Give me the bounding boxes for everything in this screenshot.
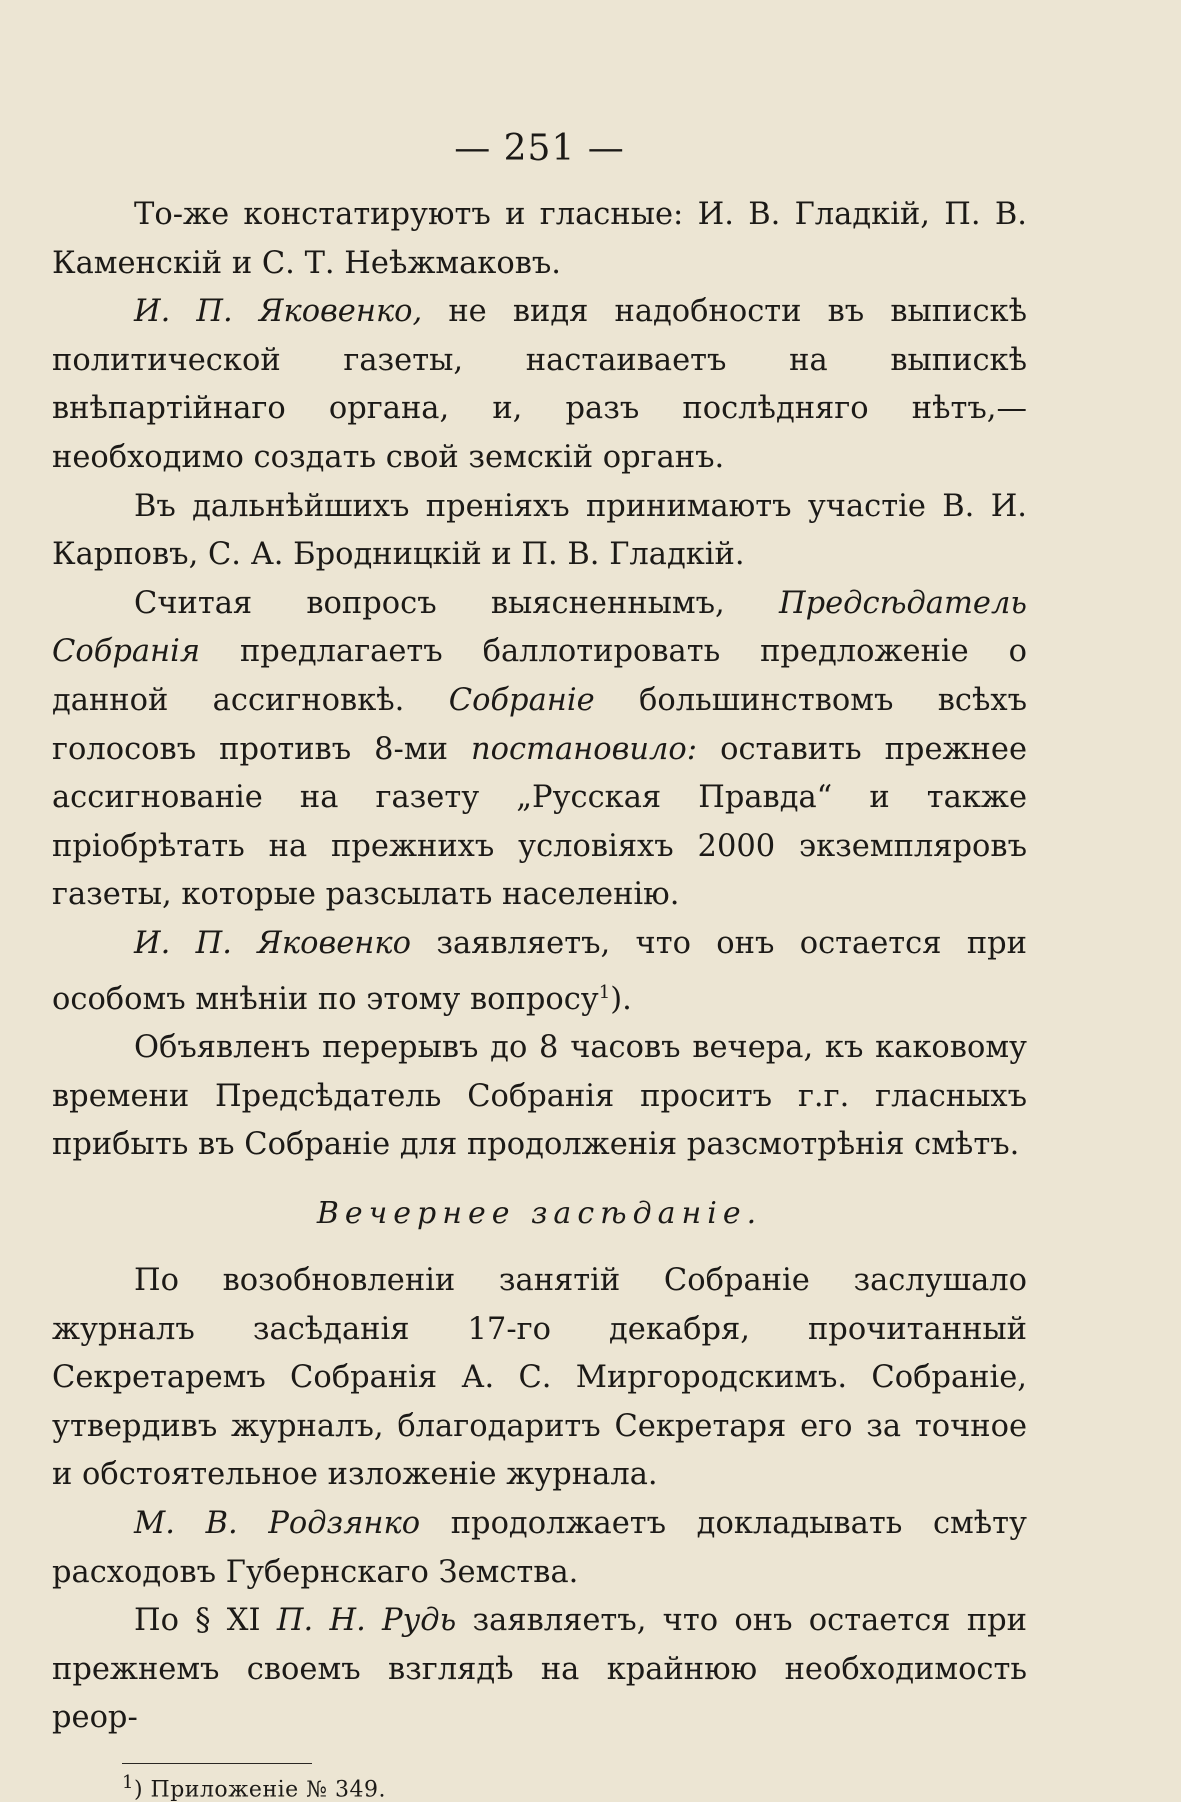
paragraph-4-text-c: большинствомъ всѣхъ голосовъ противъ 8-ми (52, 682, 1027, 767)
paragraph-4-text-a: Считая вопросъ выясненнымъ, (134, 585, 779, 621)
paragraph-9-text-b: заявляетъ, что онъ остается при прежнемъ своемъ взглядѣ на крайнюю необходимость реор- (52, 1603, 1027, 1736)
footnote-divider (122, 1763, 312, 1764)
paragraph-3: Въ дальнѣйшихъ преніяхъ принимаютъ участіе В. И. Карповъ, С. А. Бродницкій и П. В. Гладкій. (52, 488, 1027, 573)
paragraph-5-end: ). (610, 981, 632, 1017)
paragraph-4 (52, 580, 1027, 920)
footnote-text: ) Приложеніе № 349. (133, 1777, 386, 1802)
paragraph-4-text-b: предлагаетъ баллотировать предложеніе о данной ассигновкѣ. (52, 634, 1027, 718)
person-name: И. П. Яковенко (134, 925, 411, 961)
document-page (52, 0, 1027, 1802)
paragraph-9 (52, 1597, 1027, 1743)
paragraph-2 (52, 288, 1027, 482)
footnote-mark: 1 (122, 1771, 134, 1793)
person-name: М. В. Родзянко (134, 1506, 421, 1541)
paragraph-7: По возобновленіи занятій Собраніе заслушало журналъ засѣданія 17-го декабря, прочитанный Секретаремъ Собранія А. С. Миргородскимъ. Собраніе, утвердивъ журналъ, благодаритъ Секретаря его за точное и обстоятельное изложеніе журнала. (52, 1263, 1027, 1493)
paragraph-8-text: продолжаетъ докладывать смѣту расходовъ Губернскаго Земства. (52, 1506, 1027, 1590)
footnote (122, 1772, 1027, 1802)
person-name: П. Н. Рудь (276, 1603, 457, 1639)
paragraph-5-text: заявляетъ, что онъ остается при особомъ мнѣніи по этому вопросу (52, 925, 1027, 1017)
paragraph-4-text-d: оставить прежнее ассигнованіе на газету „Русская Правда“ и также пріобрѣтать на прежнихъ условіяхъ 2000 экземпляровъ газеты, которые разсылать населенію. (52, 731, 1027, 913)
paragraph-8 (52, 1500, 1027, 1597)
paragraph-6: Объявленъ перерывъ до 8 часовъ вечера, къ каковому времени Предсѣдатель Собранія проситъ г.г. гласныхъ прибыть въ Собраніе для продолженія разсмотрѣнія смѣтъ. (52, 1030, 1027, 1163)
page-number: — 251 — (454, 128, 625, 169)
paragraph-2-text: не видя надобности въ выпискѣ политической газеты, настаиваетъ на выпискѣ внѣпартійнаго органа, и, разъ послѣдняго нѣтъ,—необходимо создать свой земскій органъ. (52, 294, 1027, 475)
paragraph-1: То-же констатируютъ и гласные: И. В. Гладкій, П. В. Каменскій и С. Т. Неѣжмаковъ. (52, 197, 1027, 281)
footnote-reference: 1 (598, 981, 611, 1003)
resolved-word: постановило: (470, 731, 698, 767)
paragraph-9-text-a: По § XI (134, 1603, 277, 1639)
paragraph-5 (52, 920, 1027, 1024)
chairman-name: Предсѣдатель Собранія (52, 585, 1027, 670)
assembly-name: Собраніе (448, 682, 595, 718)
section-heading: Вечернее засѣданіе. (316, 1196, 763, 1232)
person-name: И. П. Яковенко, (134, 294, 423, 330)
